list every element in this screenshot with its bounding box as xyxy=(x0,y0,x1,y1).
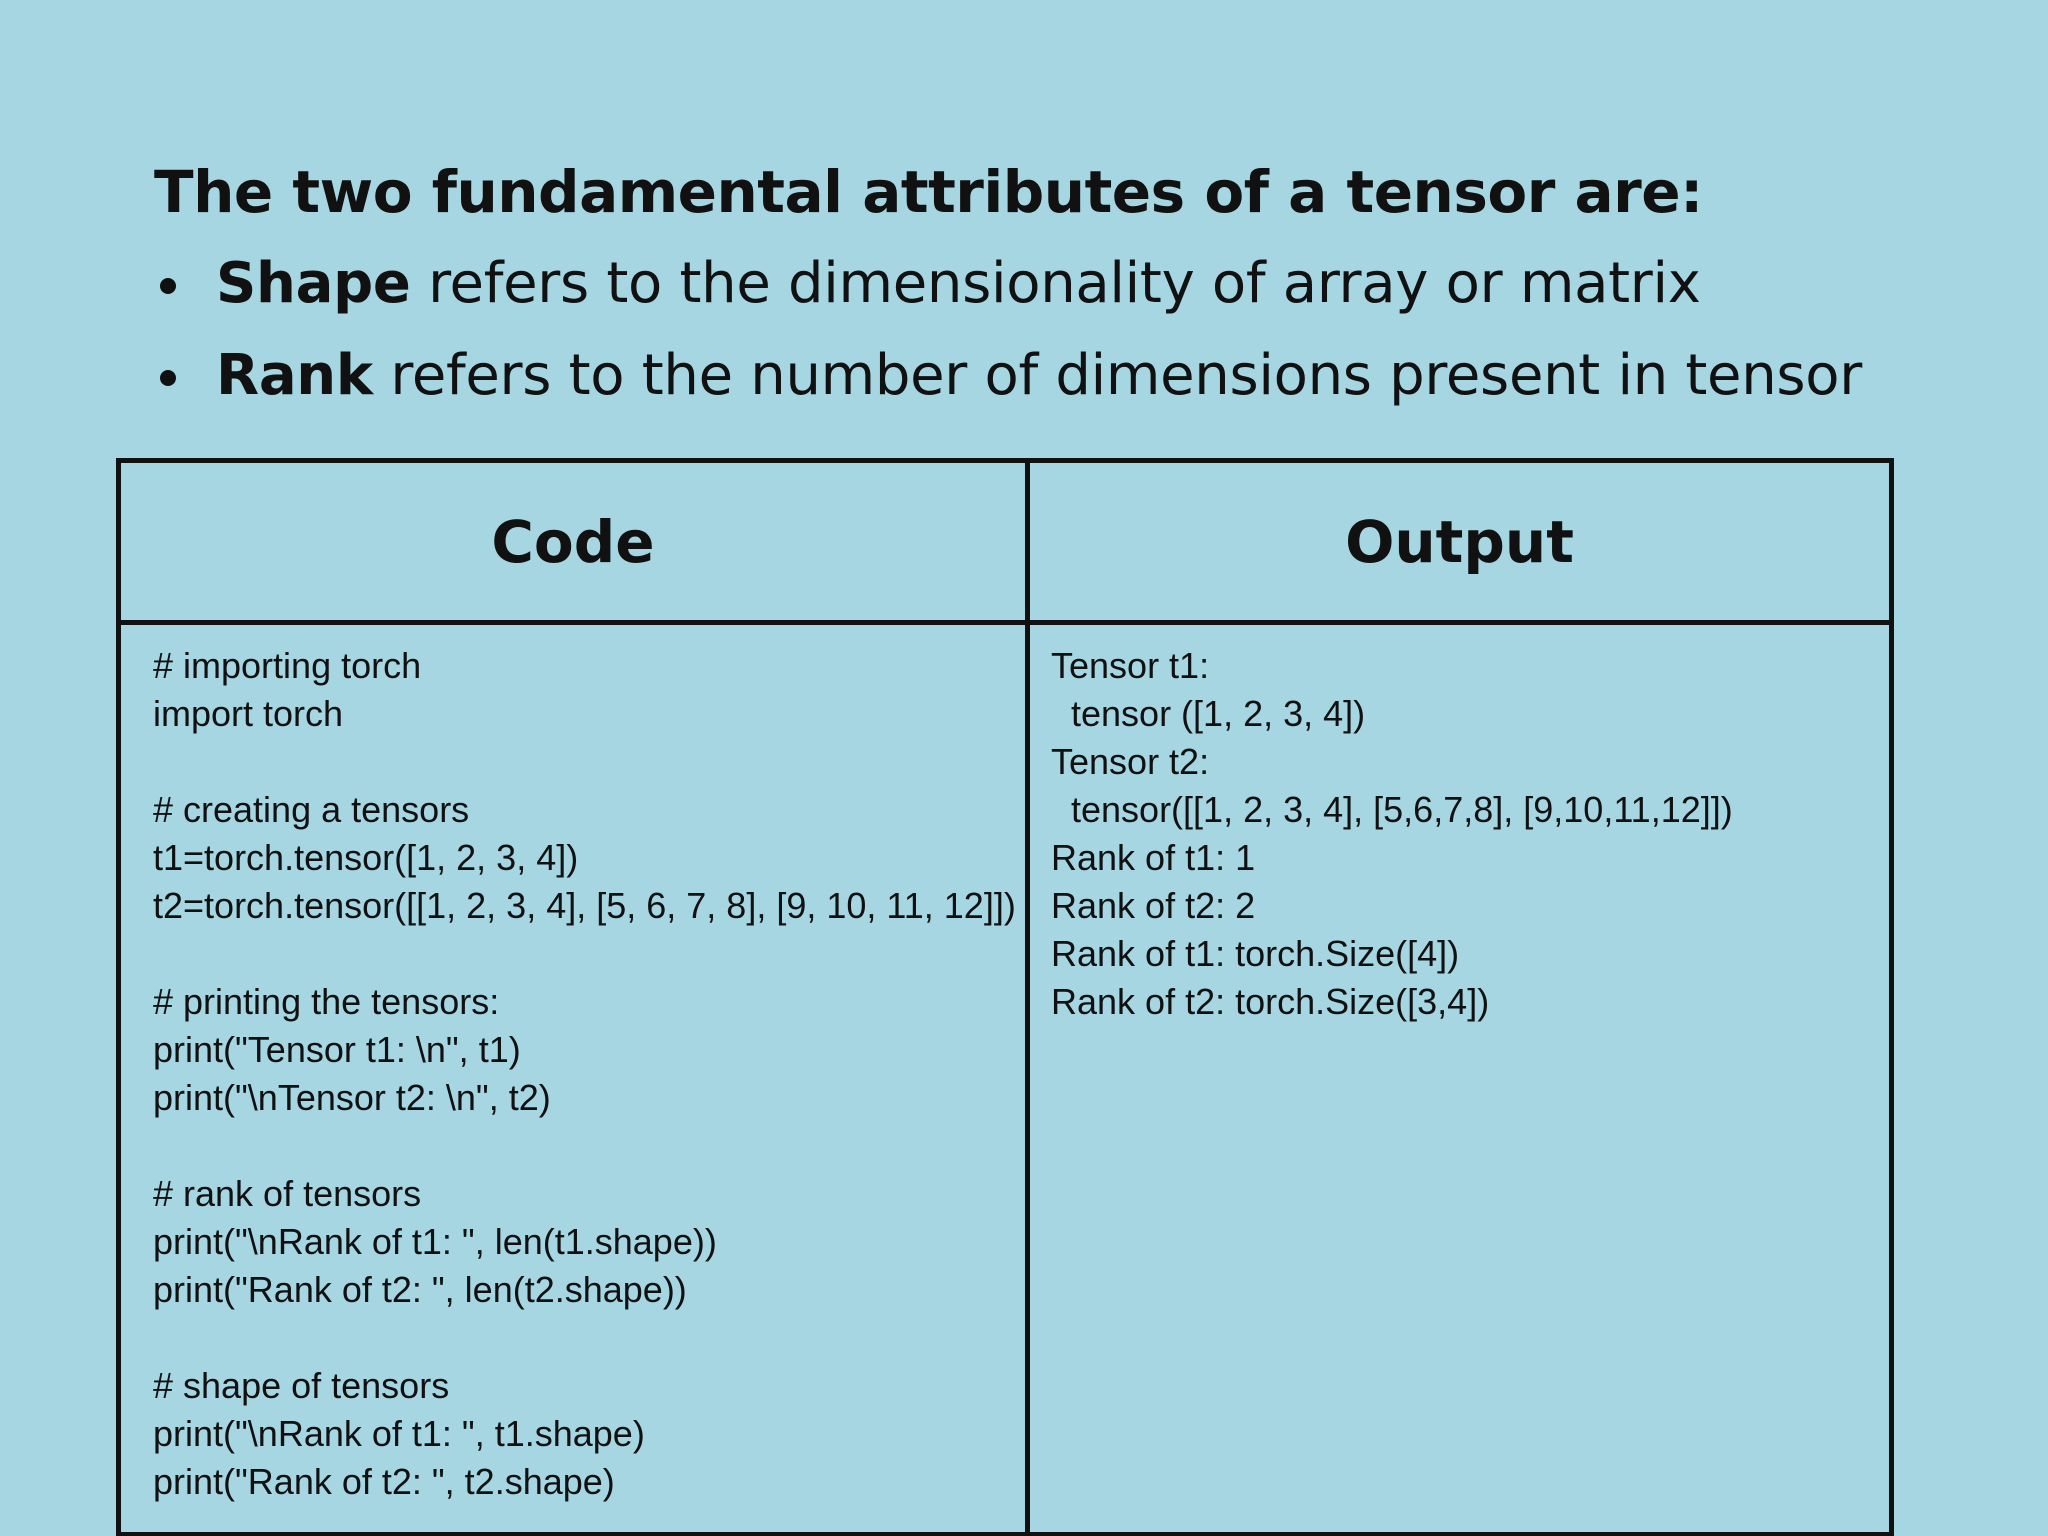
code-line: print("\nTensor t2: \n", t2) xyxy=(153,1077,551,1118)
code-line: print("\nRank of t1: ", t1.shape) xyxy=(153,1413,645,1454)
bullet-dot-icon xyxy=(160,278,176,294)
bullet-shape xyxy=(154,238,1862,330)
code-line xyxy=(153,1314,1016,1362)
output-line: Rank of t2: torch.Size([3,4]) xyxy=(1051,981,1490,1022)
code-line: # shape of tensors xyxy=(153,1365,450,1406)
code-line: t1=torch.tensor([1, 2, 3, 4]) xyxy=(153,837,579,878)
bullet-text: refers to the number of dimensions present in tensor xyxy=(372,343,1862,408)
code-line: import torch xyxy=(153,693,344,734)
output-column-header: Output xyxy=(1345,507,1574,576)
bullet-text: refers to the dimensionality of array or matrix xyxy=(410,251,1701,316)
code-line: print("Rank of t2: ", len(t2.shape)) xyxy=(153,1269,687,1310)
attribute-list xyxy=(154,238,1862,422)
code-line xyxy=(153,738,1016,786)
output-line: tensor ([1, 2, 3, 4]) xyxy=(1051,693,1366,734)
header-divider xyxy=(121,620,1889,625)
output-line: Rank of t1: torch.Size([4]) xyxy=(1051,933,1460,974)
code-line xyxy=(153,930,1016,978)
heading: The two fundamental attributes of a tensor are: xyxy=(154,158,1703,226)
code-column-header: Code xyxy=(491,507,655,576)
code-line: print("Tensor t1: \n", t1) xyxy=(153,1029,521,1070)
bullet-term: Rank xyxy=(216,343,373,408)
code-line: print("Rank of t2: ", t2.shape) xyxy=(153,1461,615,1502)
code-line: print("\nRank of t1: ", len(t1.shape)) xyxy=(153,1221,717,1262)
code-output-table xyxy=(116,458,1894,1536)
bullet-dot-icon xyxy=(160,370,176,386)
code-line: t2=torch.tensor([[1, 2, 3, 4], [5, 6, 7, 8], [9, 10, 11, 12]]) xyxy=(153,885,1016,926)
bullet-rank xyxy=(154,330,1862,422)
bullet-term: Shape xyxy=(216,251,411,316)
output-cell xyxy=(1051,642,1733,1026)
code-line: # printing the tensors: xyxy=(153,981,500,1022)
output-line: Tensor t2: xyxy=(1051,741,1210,782)
output-line: Tensor t1: xyxy=(1051,645,1210,686)
code-line: # creating a tensors xyxy=(153,789,470,830)
code-line: # rank of tensors xyxy=(153,1173,422,1214)
code-line: # importing torch xyxy=(153,645,422,686)
output-line: tensor([[1, 2, 3, 4], [5,6,7,8], [9,10,11,12]]) xyxy=(1051,789,1733,830)
code-cell xyxy=(153,642,1016,1506)
table-bottom-border xyxy=(121,1532,1889,1536)
code-line xyxy=(153,1122,1016,1170)
output-line: Rank of t1: 1 xyxy=(1051,837,1256,878)
output-line: Rank of t2: 2 xyxy=(1051,885,1256,926)
